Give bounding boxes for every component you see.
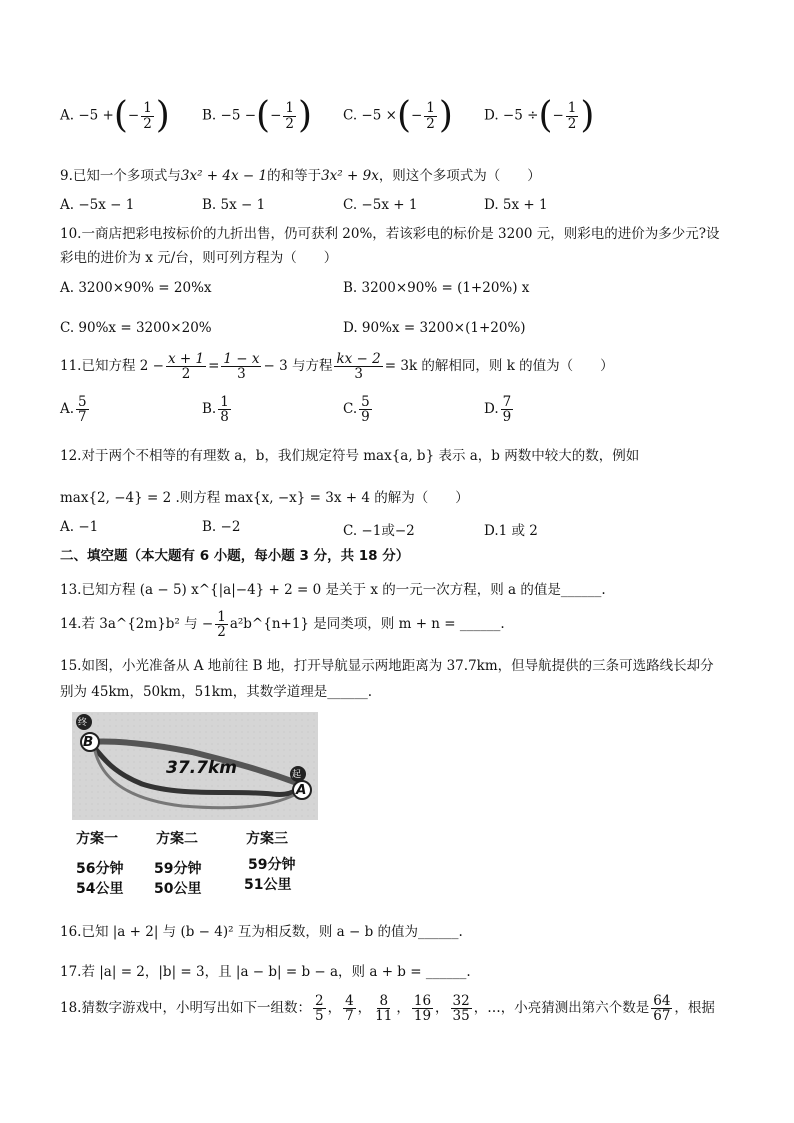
- map-image: [72, 712, 318, 820]
- plan-3-name: 方案三: [246, 831, 288, 847]
- q10-line2: 彩电的进价为 x 元/台，则可列方程为（ ）: [60, 250, 338, 266]
- q10-option-d: D. 90%x = 3200×(1+20%): [343, 320, 526, 336]
- q11-option-b: B. $\frac{1}{8}$: [202, 394, 229, 426]
- plan-3-time: 59分钟: [248, 857, 296, 873]
- q12-line1: 12.对于两个不相等的有理数 a，b，我们规定符号 max{a, b} 表示 a，b 两数中较大的数，例如: [60, 448, 640, 464]
- end-tag: 终: [78, 718, 88, 728]
- q8-option-a: A. −5 +(− $\frac{1}{2}$ ): [60, 95, 170, 136]
- q15-line2: 别为 45km，50km，51km，其数学道理是______.: [60, 684, 373, 700]
- q11-option-d: D. $\frac{7}{9}$: [484, 394, 512, 426]
- q10-option-b: B. 3200×90% = (1+20%) x: [343, 280, 530, 296]
- q9-stem: 9.已知一个多项式与3x² + 4x − 1的和等于3x² + 9x，则这个多项式为（ ）: [60, 168, 541, 184]
- q13: 13.已知方程 (a − 5) x^{|a|−4} + 2 = 0 是关于 x 的一元一次方程，则 a 的值是______.: [60, 582, 606, 598]
- plan-1-time: 56分钟: [76, 861, 124, 877]
- q8-option-b: B. −5 −(− $\frac{1}{2}$ ): [202, 95, 313, 136]
- plan-1-name: 方案一: [76, 831, 118, 847]
- plan-2-dist: 50公里: [154, 881, 202, 897]
- distance-label: 37.7km: [166, 758, 237, 778]
- plan-2-time: 59分钟: [154, 861, 202, 877]
- q9-option-a: A. −5x − 1: [60, 197, 135, 213]
- q14: 14.若 3a^{2m}b² 与 − $\frac{1}{2}$ a²b^{n+1} 是同类项，则 m + n = ______.: [60, 609, 505, 641]
- start-tag: 起: [292, 770, 302, 780]
- q12-option-d: D.1 或 2: [484, 523, 538, 539]
- plan-3-dist: 51公里: [244, 877, 292, 893]
- q12-option-a: A. −1: [60, 519, 99, 535]
- q9-option-b: B. 5x − 1: [202, 197, 266, 213]
- q9-option-c: C. −5x + 1: [343, 197, 418, 213]
- plan-1-dist: 54公里: [76, 881, 124, 897]
- q10-option-c: C. 90%x = 3200×20%: [60, 320, 212, 336]
- q12-option-b: B. −2: [202, 519, 241, 535]
- q8-option-d: D. −5 ÷(− $\frac{1}{2}$ ): [484, 95, 595, 136]
- q10-option-a: A. 3200×90% = 20%x: [60, 280, 212, 296]
- plan-2-name: 方案二: [156, 831, 198, 847]
- q9-option-d: D. 5x + 1: [484, 197, 548, 213]
- q17: 17.若 |a| = 2，|b| = 3，且 |a − b| = b − a，则 a + b = ______.: [60, 964, 471, 980]
- q16: 16.已知 |a + 2| 与 (b − 4)² 互为相反数，则 a − b 的值为______.: [60, 924, 463, 940]
- section-heading: 二、填空题（本大题有 6 小题，每小题 3 分，共 18 分）: [60, 548, 410, 564]
- label-b: B: [83, 734, 94, 750]
- q11-option-a: A. $\frac{5}{7}$: [60, 394, 87, 426]
- q18: 18.猜数字游戏中，小明写出如下一组数： $\frac{2}{5}$ ， $\frac{4}{7}$ ， $\frac{8}{11}$ ， $\frac{16}{19}$ ， $\frac{32}{35}$ ，…，小亮猜测出第六个数是 $\frac{64}{67}$ ，根据: [60, 993, 715, 1025]
- q8-option-c: C. −5 ×(− $\frac{1}{2}$ ): [343, 95, 453, 136]
- q11-option-c: C. $\frac{5}{9}$: [343, 394, 370, 426]
- label-a: A: [296, 782, 307, 798]
- q10-line1: 10.一商店把彩电按标价的九折出售，仍可获利 20%，若该彩电的标价是 3200 元，则彩电的进价为多少元?设: [60, 226, 720, 242]
- q12-line2: max{2, −4} = 2 .则方程 max{x, −x} = 3x + 4 的解为（ ）: [60, 490, 469, 506]
- q12-option-c: C. −1或−2: [343, 523, 415, 539]
- q11-stem: 11.已知方程 2 − $\frac{x + 1}{2}$ = $\frac{1 - x}{3}$ − 3 与方程 $\frac{kx - 2}{3}$ = 3k 的解相同，则 k 的值为（ ）: [60, 351, 614, 383]
- q15-line1: 15.如图，小光准备从 A 地前往 B 地，打开导航显示两地距离为 37.7km，但导航提供的三条可选路线长却分: [60, 658, 714, 674]
